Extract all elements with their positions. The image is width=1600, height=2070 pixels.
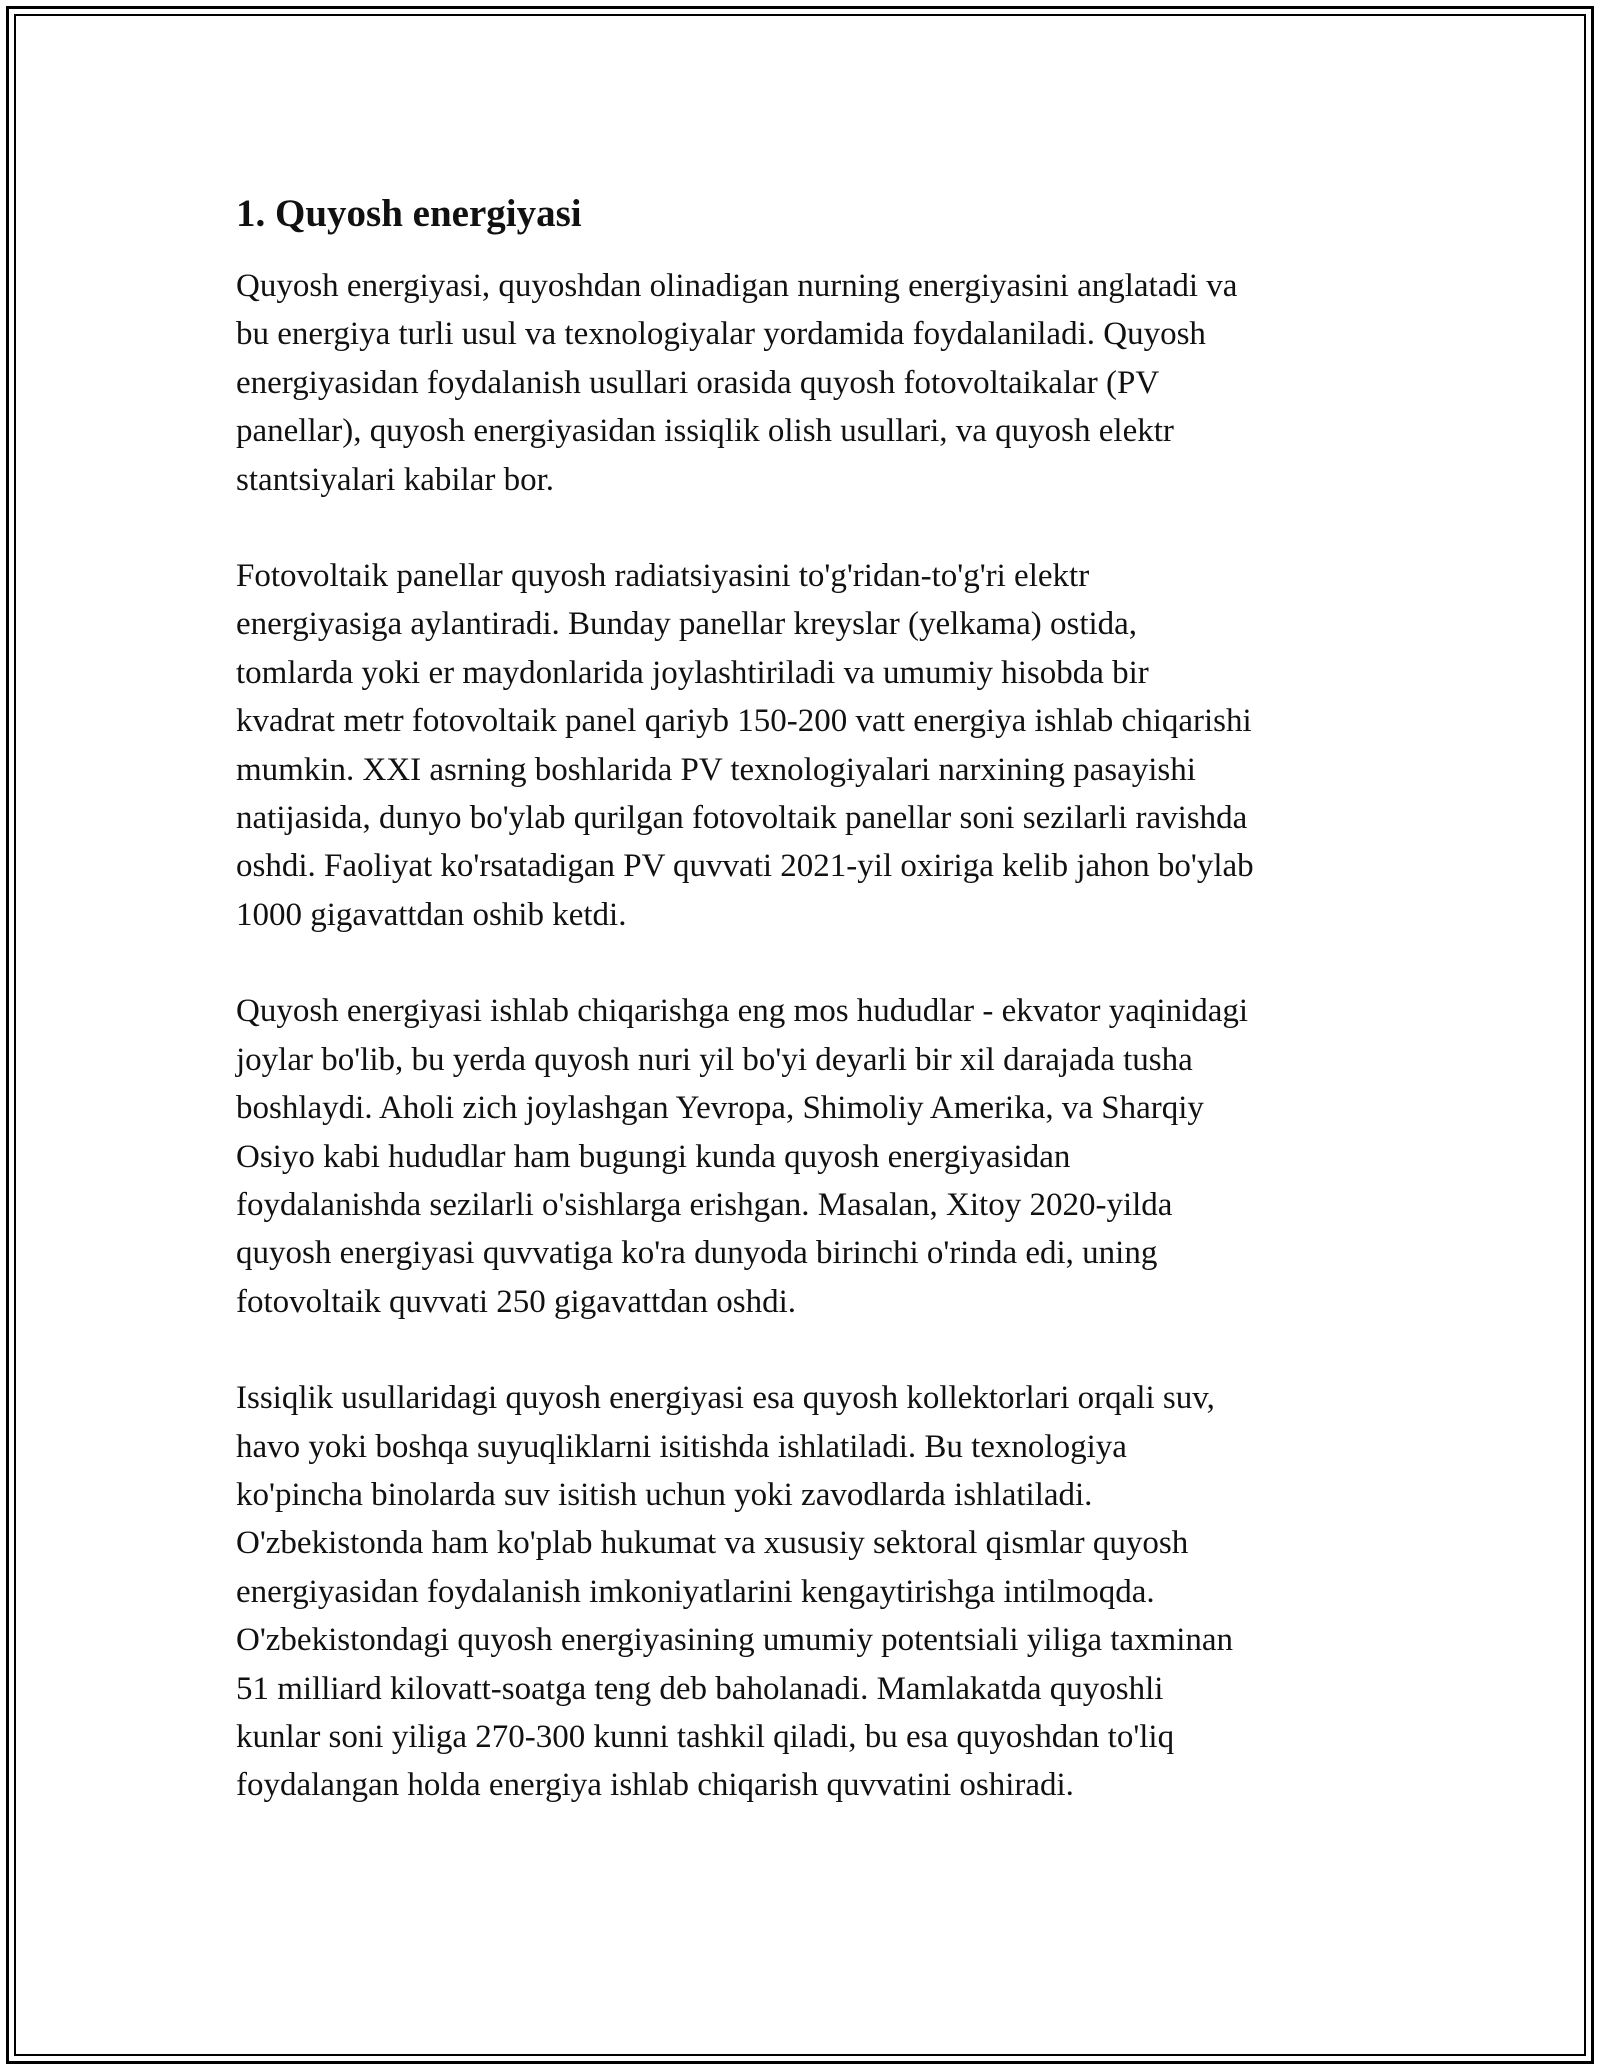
paragraph-regions: Quyosh energiyasi ishlab chiqarishga eng mos hududlar - ekvator yaqinidagi joylar bo'lib, bu yerda quyosh nuri yil bo'yi deyarli bir xil darajada tusha boshlaydi. Aholi zich joylashgan Yevropa, Shimoliy Amerika, va Sharqiy Osiyo kabi hududlar ham bugungi kunda quyosh energiyasidan foydalanishda sezilarli o'sishlarga erishgan. Masalan, Xitoy 2020-yilda quyosh energiyasi quvvatiga ko'ra dunyoda birinchi o'rinda edi, uning fotovoltaik quvvati 250 gigavattdan oshdi.: [236, 993, 1249, 1320]
paragraph-photovoltaic: Fotovoltaik panellar quyosh radiatsiyasini to'g'ridan-to'g'ri elektr energiyasiga aylantiradi. Bunday panellar kreyslar (yelkama) ostida, tomlarda yoki er maydonlarida joylashtiriladi va umumiy hisobda bir kvadrat metr fotovoltaik panel qariyb 150-200 vatt energiya ishlab chiqarishi mumkin. XXI asrning boshlarida PV texnologiyalari narxining pasayishi natijasida, dunyo bo'ylab qurilgan fotovoltaik panellar soni sezilarli ravishda oshdi. Faoliyat ko'rsatadigan PV quvvati 2021-yil oxiriga kelib jahon bo'ylab 1000 gigavattdan oshib ketdi.: [236, 558, 1254, 933]
document-body: [236, 188, 1396, 1858]
paragraph-intro: Quyosh energiyasi, quyoshdan olinadigan nurning energiyasini anglatadi va bu energiya turli usul va texnologiyalar yordamida foydalaniladi. Quyosh energiyasidan foydalanish usullari orasida quyosh fotovoltaikalar (PV panellar), quyosh energiyasidan issiqlik olish usullari, va quyosh elektr stantsiyalari kabilar bor.: [236, 268, 1238, 498]
section-heading: 1. Quyosh energiyasi: [236, 192, 582, 235]
paragraph-thermal: Issiqlik usullaridagi quyosh energiyasi esa quyosh kollektorlari orqali suv, havo yoki boshqa suyuqliklarni isitishda ishlatiladi. Bu texnologiya ko'pincha binolarda suv isitish uchun yoki zavodlarda ishlatiladi. O'zbekistonda ham ko'plab hukumat va xususiy sektoral qismlar quyosh energiyasidan foydalanish imkoniyatlarini kengaytirishga intilmoqda. O'zbekistondagi quyosh energiyasining umumiy potentsiali yiliga taxminan 51 milliard kilovatt-soatga teng deb baholanadi. Mamlakatda quyoshli kunlar soni yiliga 270-300 kunni tashkil qiladi, bu esa quyoshdan to'liq foydalangan holda energiya ishlab chiqarish quvvatini oshiradi.: [236, 1380, 1234, 1804]
